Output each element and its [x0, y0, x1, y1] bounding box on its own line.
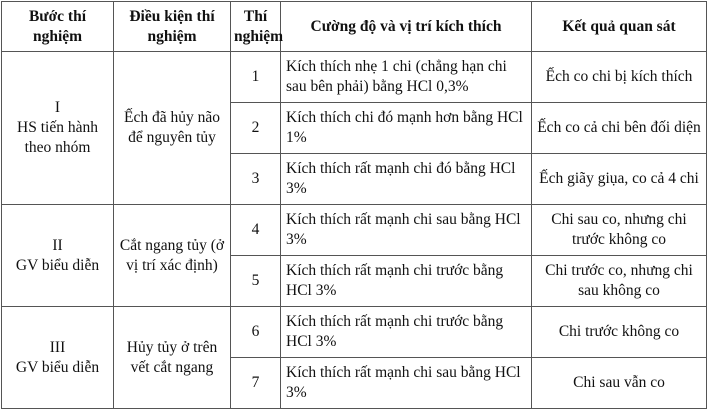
result-cell: Chi sau vẫn co [532, 358, 707, 409]
stimulus-cell: Kích thích rất mạnh chi đó bằng HCl 3% [281, 154, 532, 205]
stimulus-cell: Kích thích nhẹ 1 chi (chẳng hạn chi sau bên phải) bằng HCl 0,3% [281, 52, 532, 103]
header-row [2, 2, 707, 52]
result-cell: Chi trước không co [532, 307, 707, 358]
condition-cell: Ếch đã hủy não để nguyên tủy [114, 52, 231, 205]
stimulus-cell: Kích thích rất mạnh chi sau bằng HCl 3% [281, 205, 532, 256]
experiment-no-cell: 6 [231, 307, 281, 358]
stimulus-cell: Kích thích rất mạnh chi trước bằng HCl 3% [281, 307, 532, 358]
experiment-no-cell: 2 [231, 103, 281, 154]
header-stimulus: Cường độ và vị trí kích thích [281, 2, 532, 52]
result-cell: Chi sau co, nhưng chi trước không co [532, 205, 707, 256]
table-row [2, 52, 707, 103]
step-cell: II GV biểu diễn [2, 205, 114, 307]
header-result: Kết quả quan sát [532, 2, 707, 52]
table-row [2, 307, 707, 358]
header-step: Bước thí nghiệm [2, 2, 114, 52]
stimulus-cell: Kích thích chi đó mạnh hơn bằng HCl 1% [281, 103, 532, 154]
experiment-table [1, 1, 707, 409]
step-cell: III GV biểu diễn [2, 307, 114, 409]
result-cell: Ếch co cả chi bên đối diện [532, 103, 707, 154]
table-row [2, 205, 707, 256]
header-experiment-no: Thí nghiệm [231, 2, 281, 52]
result-cell: Ếch co chi bị kích thích [532, 52, 707, 103]
step-cell: I HS tiến hành theo nhóm [2, 52, 114, 205]
experiment-no-cell: 5 [231, 256, 281, 307]
result-cell: Chi trước co, nhưng chi sau không co [532, 256, 707, 307]
condition-cell: Cắt ngang tủy (ở vị trí xác định) [114, 205, 231, 307]
experiment-no-cell: 4 [231, 205, 281, 256]
stimulus-cell: Kích thích rất mạnh chi trước bằng HCl 3% [281, 256, 532, 307]
result-cell: Ếch giãy giụa, co cả 4 chi [532, 154, 707, 205]
experiment-no-cell: 7 [231, 358, 281, 409]
experiment-no-cell: 3 [231, 154, 281, 205]
stimulus-cell: Kích thích rất mạnh chi sau bằng HCl 3% [281, 358, 532, 409]
condition-cell: Hủy tủy ở trên vết cắt ngang [114, 307, 231, 409]
experiment-no-cell: 1 [231, 52, 281, 103]
header-condition: Điều kiện thí nghiệm [114, 2, 231, 52]
